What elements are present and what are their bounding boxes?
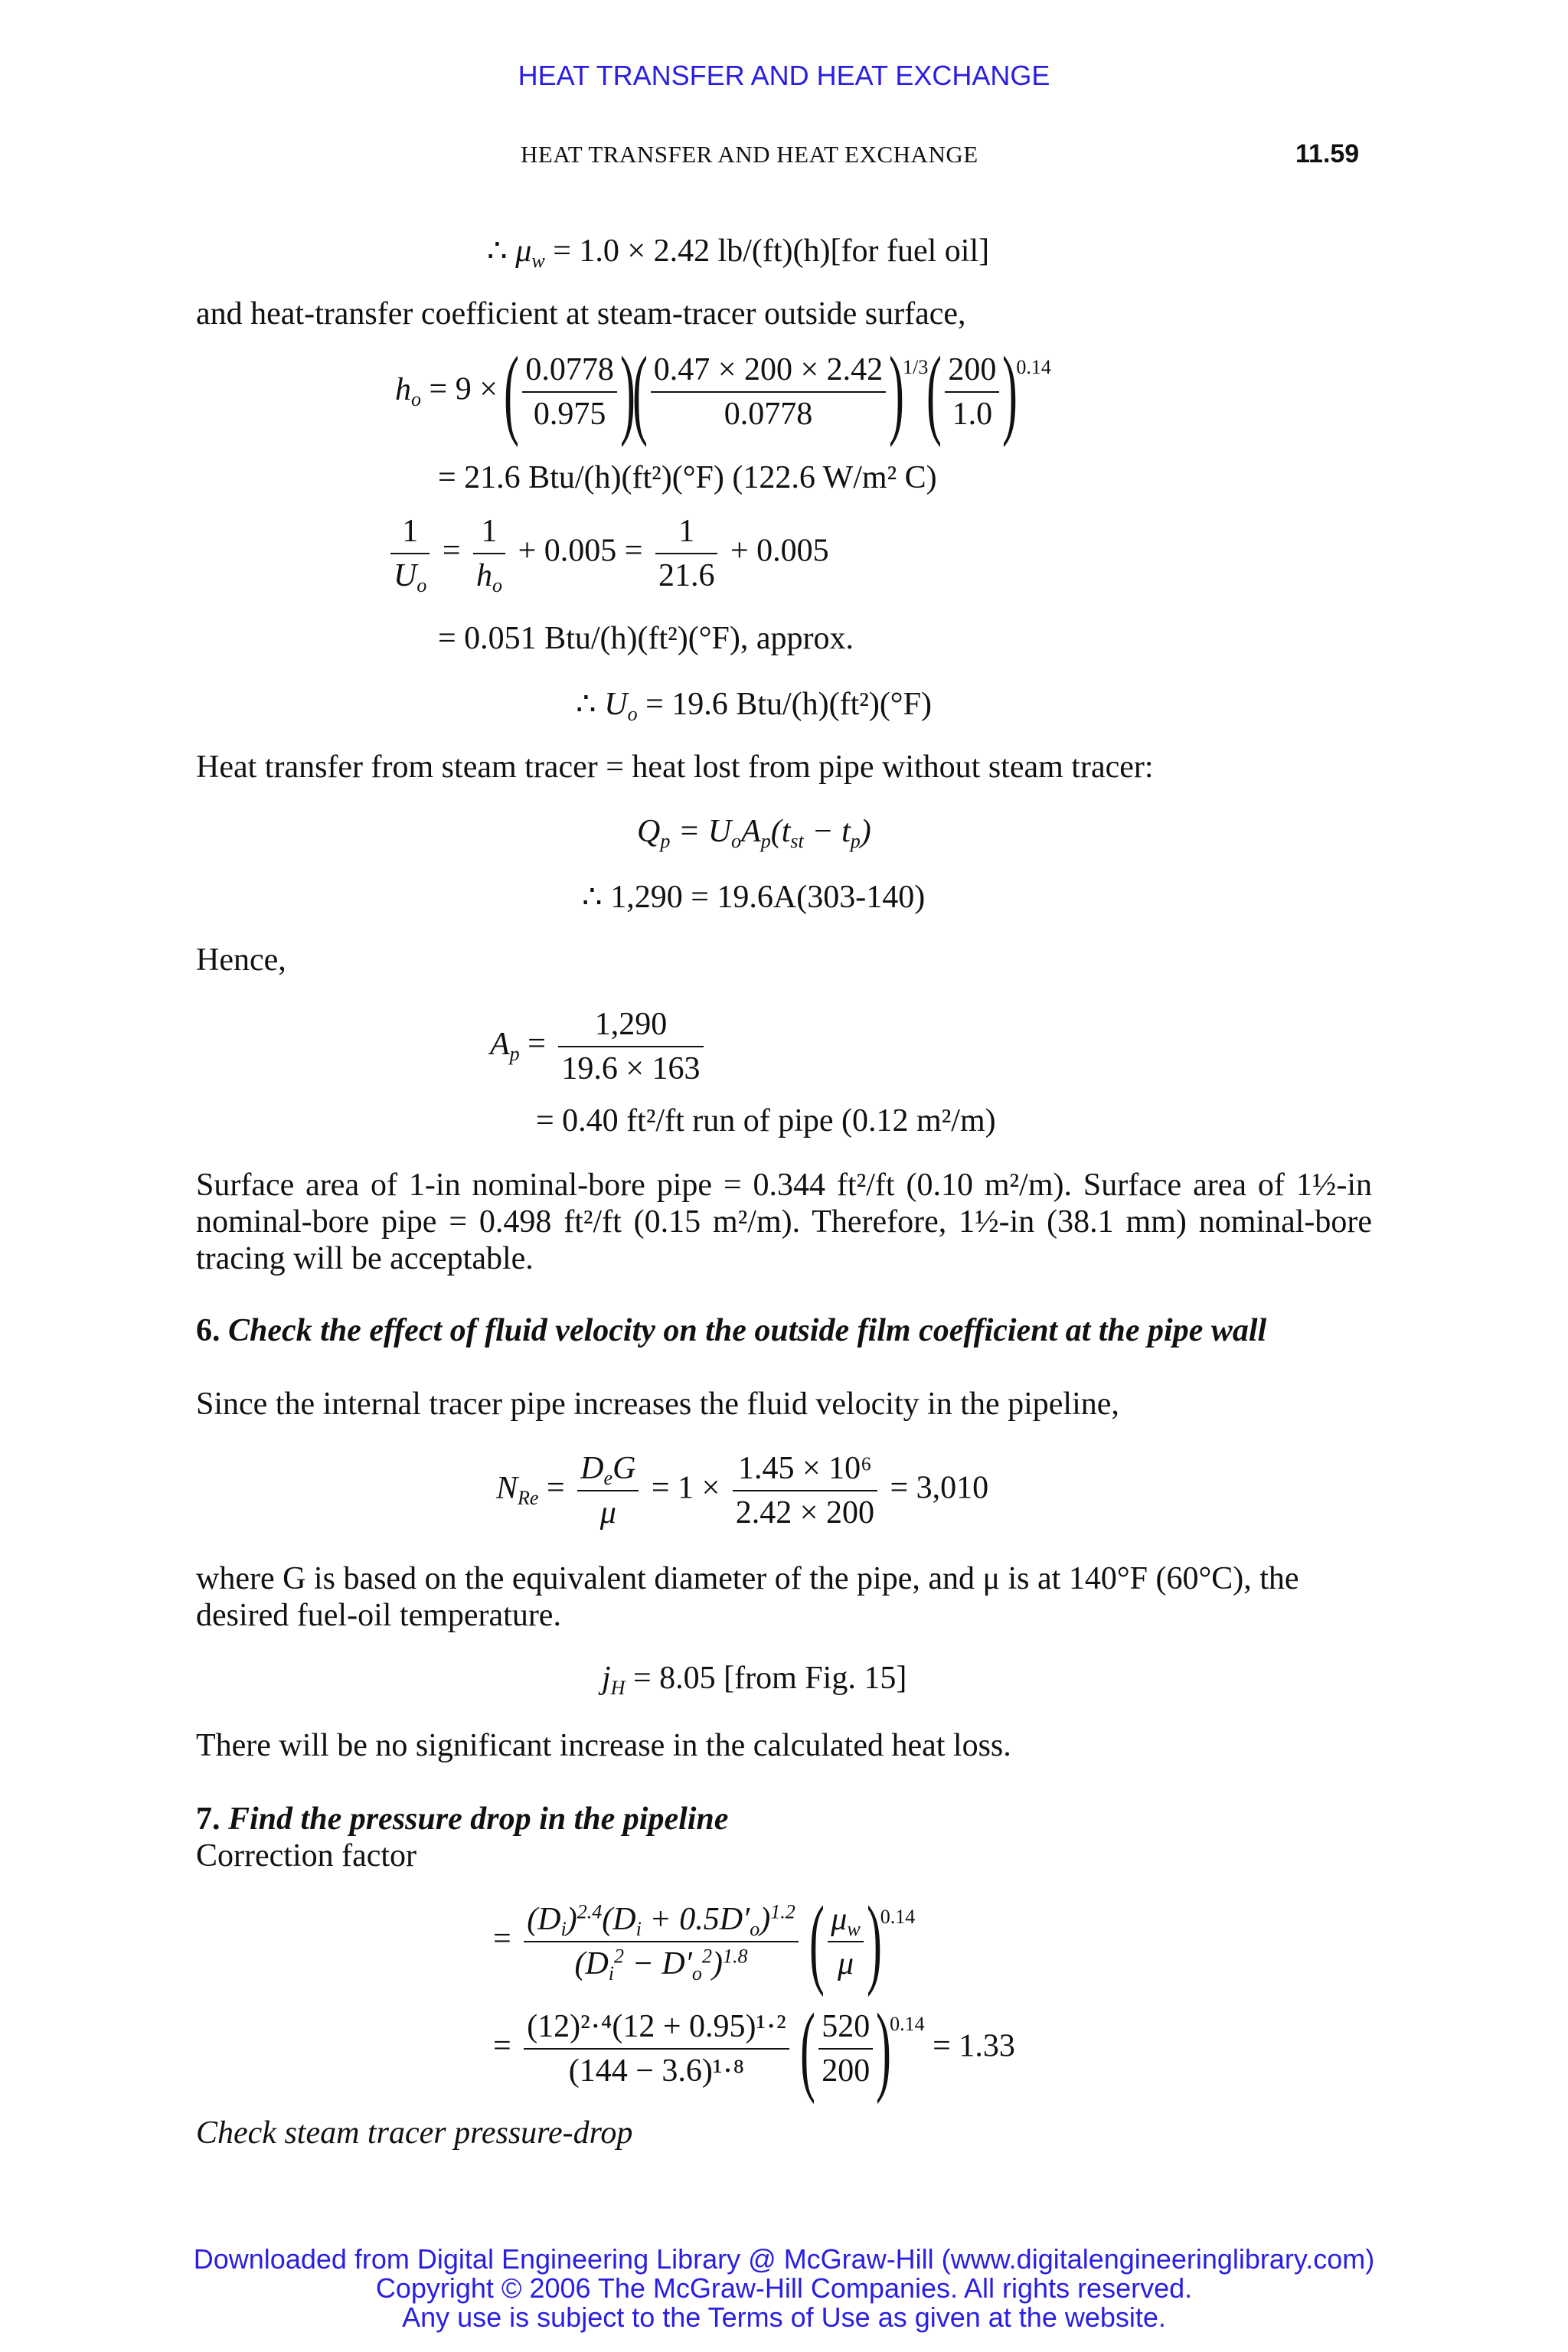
- equation-ap: [490, 1003, 708, 1090]
- ho-frac3-num: 200: [945, 348, 999, 393]
- nre-frac1-num: $D_eG$: [577, 1447, 639, 1491]
- step6-title: Check the effect of fluid velocity on the outside film coefficient at the pipe wall: [228, 1313, 1267, 1348]
- cf2-paren-open: (: [800, 1992, 816, 2105]
- paren-close-2: ): [889, 335, 905, 448]
- nre-symbol: $N_{Re}$: [496, 1470, 539, 1509]
- cf2-den: (144 − 3.6)¹·⁸: [568, 2053, 745, 2089]
- step7-title: Find the pressure drop in the pipeline: [228, 1802, 729, 1837]
- nre-equals: =: [546, 1470, 573, 1506]
- nre-fraction-1: [577, 1447, 639, 1534]
- nre-frac1-den: μ: [599, 1495, 616, 1530]
- equation-ho: [395, 335, 1051, 448]
- cf2-exp: 0.14: [890, 2012, 925, 2035]
- uo-frac1-num: 1: [390, 510, 430, 554]
- step6-heading: [196, 1312, 1372, 1349]
- cf1-paren-open: (: [809, 1885, 825, 1998]
- equation-mu-w: [487, 231, 989, 270]
- q-numeric-text: 1,290 = 19.6A(303-140): [610, 880, 926, 915]
- equation-jh: [602, 1660, 906, 1697]
- paragraph-heat-transfer: Heat transfer from steam tracer = heat lost from pipe without steam tracer:: [196, 750, 1154, 785]
- paragraph-hence: Hence,: [196, 942, 286, 978]
- page-number: 11.59: [1295, 139, 1360, 168]
- equation-correction-1: [493, 1885, 916, 1998]
- cf1-mu-den: μ: [837, 1946, 854, 1981]
- uo-result: = 0.051 Btu/(h)(ft²)(°F), approx.: [438, 621, 854, 656]
- cf2-equals: =: [493, 2028, 520, 2064]
- paragraph-where: where G is based on the equivalent diameter of the pipe, and μ is at 140°F (60°C), the desired fuel-oil temperature.: [196, 1561, 1299, 1633]
- ho-symbol: $h_o$: [395, 371, 422, 410]
- paren-open-3: (: [926, 335, 942, 448]
- therefore-symbol-2: ∴: [576, 687, 605, 722]
- top-title-link[interactable]: HEAT TRANSFER AND HEAT EXCHANGE: [518, 60, 1050, 91]
- ho-fraction-3: [945, 348, 999, 436]
- cf1-mu-fraction: [828, 1898, 863, 1985]
- cf2-num: (12)²·⁴(12 + 0.95)¹·²: [524, 2005, 789, 2050]
- uo-final: [576, 684, 932, 723]
- nre-result: = 3,010: [890, 1470, 989, 1506]
- ho-fraction-2: [651, 348, 886, 436]
- ap-result: = 0.40 ft²/ft run of pipe (0.12 m²/m): [536, 1103, 996, 1138]
- paragraph-h-intro: and heat-transfer coefficient at steam-tracer outside surface,: [196, 296, 966, 332]
- therefore-symbol: ∴: [487, 234, 516, 269]
- paren-close-1: ): [619, 335, 635, 448]
- ho-factor: = 9 ×: [429, 371, 498, 407]
- ap-symbol: $A_p$: [490, 1026, 520, 1065]
- cf2-fraction: [524, 2005, 789, 2092]
- footer-copyright: Copyright © 2006 The McGraw-Hill Companies. All rights reserved.: [375, 2272, 1193, 2304]
- equation-correction-2: [493, 1992, 1015, 2105]
- cf2-paren-close: ): [876, 1992, 892, 2105]
- equation-qp: $Q_p = U_oA_p(t_{st} - t_p)$: [637, 814, 871, 852]
- paren-open-1: (: [504, 335, 520, 448]
- cf1-mu-num: $\mu_w$: [828, 1898, 863, 1942]
- paren-open-2: (: [632, 335, 648, 448]
- step6-intro: Since the internal tracer pipe increases the fluid velocity in the pipeline,: [196, 1387, 1119, 1422]
- ho-result: = 21.6 Btu/(h)(ft²)(°F) (122.6 W/m² C): [438, 460, 937, 495]
- uo-frac3-den: 21.6: [658, 558, 715, 593]
- jh-symbol: $j_H$: [602, 1661, 626, 1699]
- cf2-result: = 1.33: [933, 2028, 1015, 2064]
- ho-exp-1: 1/3: [903, 355, 929, 378]
- uo-frac2-num: 1: [473, 510, 505, 554]
- uo-final-text: = 19.6 Btu/(h)(ft²)(°F): [645, 687, 932, 722]
- nre-fraction-2: [733, 1447, 877, 1534]
- uo-equals: =: [442, 533, 469, 569]
- step7-number: 7.: [196, 1802, 220, 1837]
- footer-terms-link[interactable]: Any use is subject to the Terms of Use as given at the website.: [402, 2301, 1166, 2333]
- step7-heading: [196, 1801, 1372, 1838]
- uo-frac2-den: $h_o$: [476, 558, 503, 596]
- nre-frac2-num: 1.45 × 10⁶: [733, 1447, 877, 1491]
- uo-frac3-num: 1: [655, 510, 718, 554]
- cf1-paren-close: ): [866, 1885, 882, 1998]
- check-tracer-subheading: Check steam tracer pressure-drop: [196, 2115, 633, 2151]
- running-head: HEAT TRANSFER AND HEAT EXCHANGE: [521, 141, 978, 168]
- cf1-den: $(D_i^2 - D'_o^2)^{1.8}$: [574, 1945, 748, 1984]
- nre-frac2-den: 2.42 × 200: [735, 1495, 874, 1530]
- ap-num: 1,290: [558, 1003, 703, 1047]
- uo-fraction-3: [655, 510, 718, 597]
- uo-symbol: $U_o$: [604, 687, 638, 725]
- paren-close-3: ): [1002, 335, 1018, 448]
- ho-frac2-den: 0.0778: [724, 397, 813, 432]
- equation-uo: [386, 510, 829, 597]
- cf1-fraction: [524, 1898, 799, 1985]
- cf1-equals: =: [493, 1921, 520, 1957]
- ap-equals: =: [528, 1026, 554, 1062]
- step6-number: 6.: [196, 1313, 220, 1348]
- ap-fraction: [558, 1003, 703, 1090]
- ho-fraction-1: [522, 348, 617, 436]
- therefore-symbol-3: ∴: [582, 880, 611, 915]
- mu-w-symbol: $\mu_w$: [515, 234, 545, 272]
- cf2-ratio-den: 200: [822, 2053, 871, 2089]
- uo-plus-2: + 0.005: [730, 533, 829, 569]
- mu-w-text: = 1.0 × 2.42 lb/(ft)(h)[for fuel oil]: [553, 234, 990, 269]
- nre-eq2: = 1 ×: [651, 1470, 720, 1506]
- correction-factor-label: Correction factor: [196, 1838, 417, 1873]
- equation-q-numeric: [582, 877, 925, 916]
- cf2-ratio-num: 520: [818, 2005, 873, 2050]
- equation-nre: [496, 1447, 988, 1534]
- footer-download-link[interactable]: Downloaded from Digital Engineering Library @ McGraw-Hill (www.digitalengineeringlibrary.com): [193, 2243, 1375, 2275]
- ho-frac3-den: 1.0: [952, 397, 993, 432]
- ho-frac1-num: 0.0778: [522, 348, 617, 393]
- paragraph-no-significant: There will be no significant increase in the calculated heat loss.: [196, 1728, 1011, 1763]
- paragraph-surface-area: Surface area of 1-in nominal-bore pipe = 0.344 ft²/ft (0.10 m²/m). Surface area of 1½-in nominal-bore pipe = 0.498 ft²/ft (0.15 m²/m). Therefore, 1½-in (38.1 mm) nominal-bore tracing will be acceptable.: [196, 1168, 1372, 1276]
- cf2-ratio-fraction: [818, 2005, 873, 2092]
- uo-fraction-1: [390, 510, 430, 597]
- uo-frac1-den: $U_o$: [394, 558, 427, 596]
- uo-fraction-2: [473, 510, 505, 597]
- cf1-exp: 0.14: [880, 1905, 916, 1928]
- cf1-num: $(D_i)^{2.4}(D_i + 0.5D'_o)^{1.2}$: [524, 1898, 799, 1942]
- ho-frac2-num: 0.47 × 200 × 2.42: [651, 348, 886, 393]
- jh-text: = 8.05 [from Fig. 15]: [632, 1661, 907, 1696]
- ap-den: 19.6 × 163: [561, 1051, 701, 1086]
- ho-frac1-den: 0.975: [533, 397, 606, 432]
- ho-exp-2: 0.14: [1016, 355, 1051, 378]
- uo-plus: + 0.005 =: [518, 533, 643, 569]
